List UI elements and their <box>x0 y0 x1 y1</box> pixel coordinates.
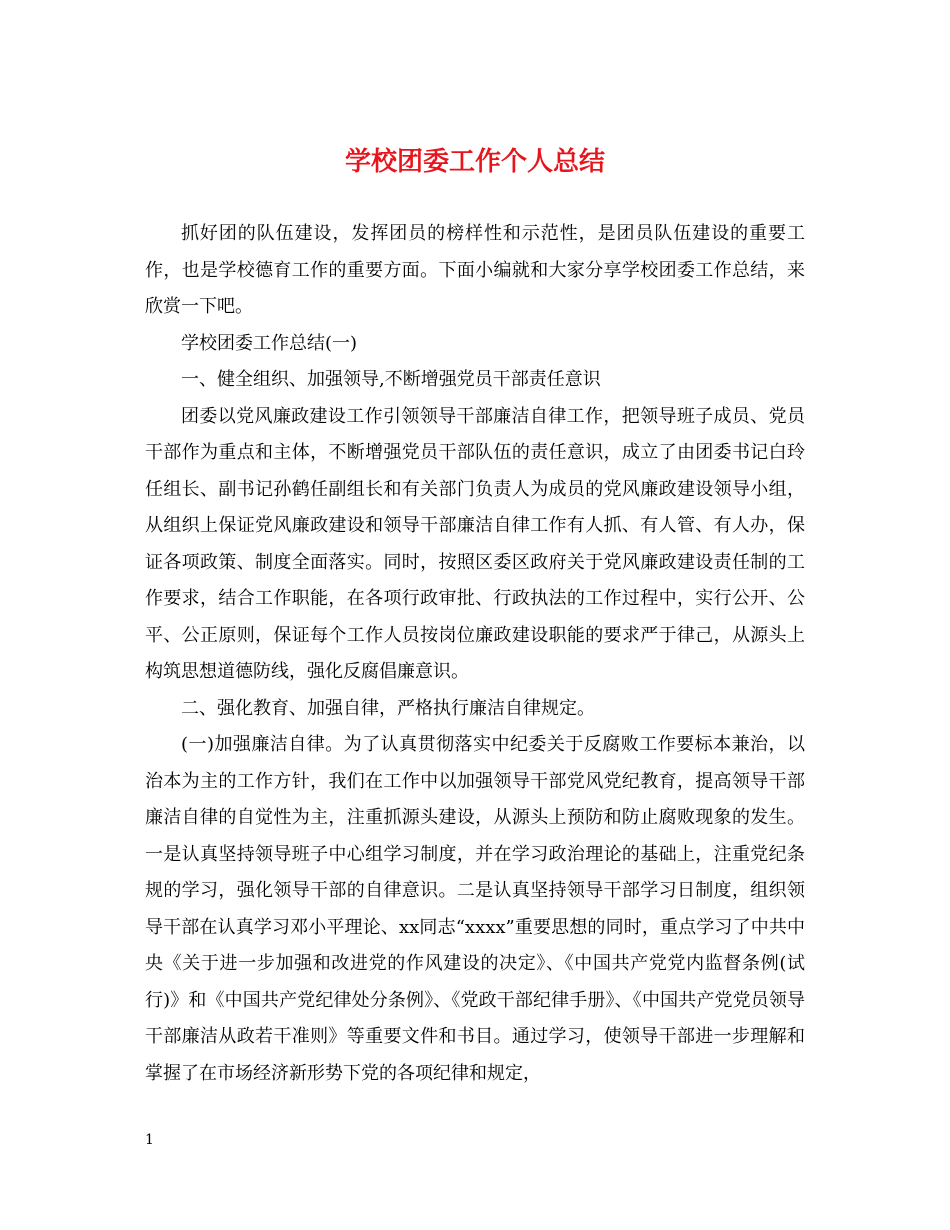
document-body <box>145 216 805 1092</box>
page-number: 1 <box>145 1132 154 1148</box>
paragraph-organization: 团委以党风廉政建设工作引领领导干部廉洁自律工作，把领导班子成员、党员干部作为重点和主体，不断增强党员干部队伍的责任意识，成立了由团委书记白玲任组长、副书记孙鹤任副组长和有关部门负责人为成员的党风廉政建设领导小组，从组织上保证党风廉政建设和领导干部廉洁自律工作有人抓、有人管、有人办，保证各项政策、制度全面落实。同时，按照区委区政府关于党风廉政建设责任制的工作要求，结合工作职能，在各项行政审批、行政执法的工作过程中，实行公开、公平、公正原则，保证每个工作人员按岗位廉政建设职能的要求严于律己，从源头上构筑思想道德防线，强化反腐倡廉意识。 <box>145 405 805 682</box>
document-title: 学校团委工作个人总结 <box>344 147 605 177</box>
section-heading-summary-1: 学校团委工作总结(一) <box>181 332 358 354</box>
section-heading-2: 二、强化教育、加强自律，严格执行廉洁自律规定。 <box>181 697 595 719</box>
paragraph-self-discipline: (一)加强廉洁自律。为了认真贯彻落实中纪委关于反腐败工作要标本兼治，以治本为主的工作方针，我们在工作中以加强领导干部党风党纪教育，提高领导干部廉洁自律的自觉性为主，注重抓源头建设，从源头上预防和防止腐败现象的发生。一是认真坚持领导班子中心组学习制度，并在学习政治理论的基础上，注重党纪条规的学习，强化领导干部的自律意识。二是认真坚持领导干部学习日制度，组织领导干部在认真学习邓小平理论、xx同志“xxxx”重要思想的同时，重点学习了中共中央《关于进一步加强和改进党的作风建设的决定》、《中国共产党党内监督条例(试行)》和《中国共产党纪律处分条例》、《党政干部纪律手册》、《中国共产党党员领导干部廉洁从政若干准则》等重要文件和书目。通过学习，使领导干部进一步理解和掌握了在市场经济新形势下党的各项纪律和规定， <box>145 734 805 1084</box>
section-heading-1: 一、健全组织、加强领导,不断增强党员干部责任意识 <box>181 369 601 390</box>
paragraph-intro: 抓好团的队伍建设，发挥团员的榜样性和示范性，是团员队伍建设的重要工作，也是学校德育工作的重要方面。下面小编就和大家分享学校团委工作总结，来欣赏一下吧。 <box>145 223 805 317</box>
